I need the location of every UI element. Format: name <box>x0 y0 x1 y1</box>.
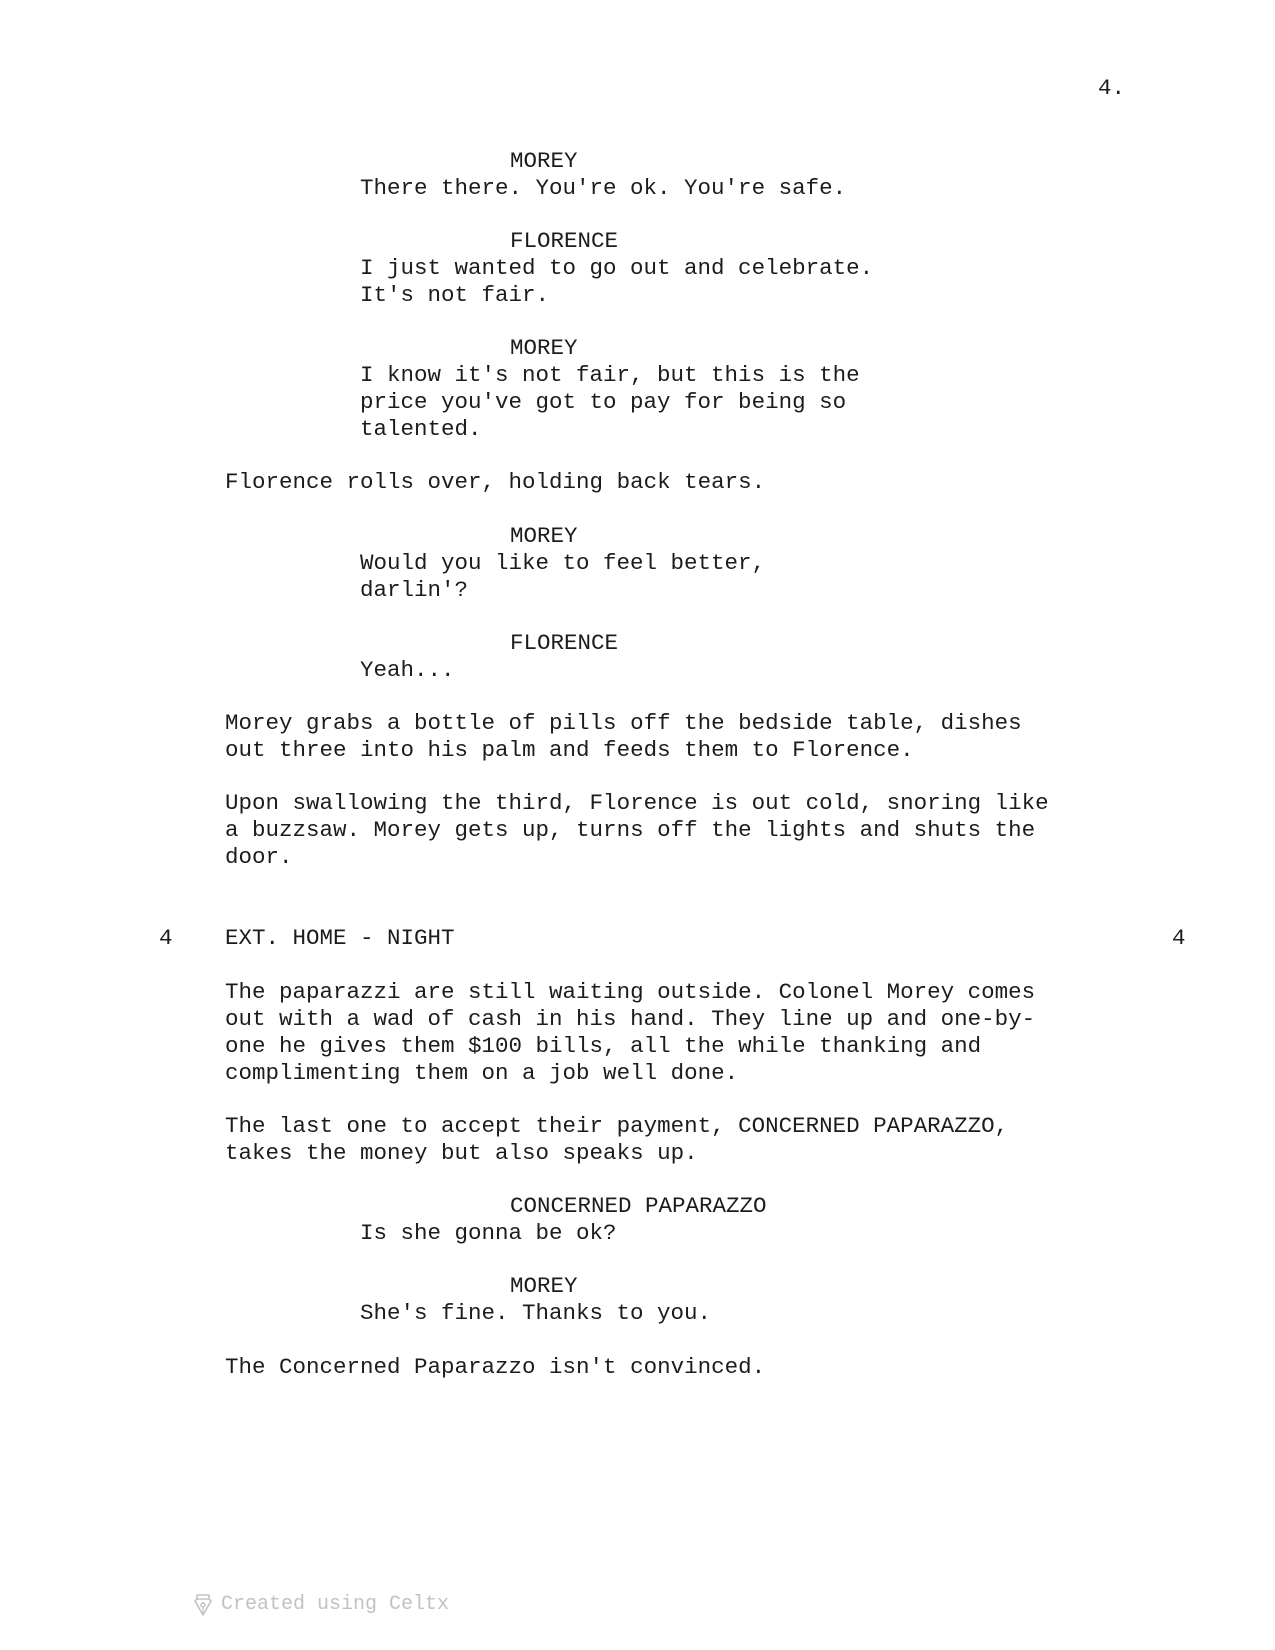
dialogue-line: darlin'? <box>360 577 469 603</box>
dialogue-line: Is she gonna be ok? <box>360 1220 617 1246</box>
dialogue <box>360 1300 711 1327</box>
dialogue <box>360 362 860 443</box>
action-line: out with a wad of cash in his hand. They line up and one-by- <box>225 1006 1036 1032</box>
action-paragraph <box>225 1354 765 1381</box>
dialogue-line: There there. You're ok. You're safe. <box>360 175 847 201</box>
action-paragraph <box>225 469 765 496</box>
dialogue <box>360 175 846 202</box>
scene-heading: EXT. HOME - NIGHT <box>225 925 455 951</box>
character-name: CONCERNED PAPARAZZO <box>510 1193 767 1219</box>
dialogue <box>360 657 455 684</box>
scene-number-left: 4 <box>159 925 173 951</box>
scene-number-right: 4 <box>1172 925 1186 951</box>
character-name: MOREY <box>510 1273 578 1299</box>
action-line: takes the money but also speaks up. <box>225 1140 698 1166</box>
dialogue-line: I know it's not fair, but this is the <box>360 362 860 388</box>
watermark-text: Created using Celtx <box>221 1593 450 1616</box>
dialogue-line: Would you like to feel better, <box>360 550 766 576</box>
dialogue-line: price you've got to pay for being so <box>360 389 847 415</box>
character-name: MOREY <box>510 523 578 549</box>
character-name: MOREY <box>510 148 578 174</box>
action-line: Morey grabs a bottle of pills off the bedside table, dishes <box>225 710 1022 736</box>
dialogue <box>360 1220 617 1247</box>
dialogue <box>360 550 765 604</box>
dialogue-line: It's not fair. <box>360 282 550 308</box>
action-line: one he gives them $100 bills, all the while thanking and <box>225 1033 982 1059</box>
dialogue-line: I just wanted to go out and celebrate. <box>360 255 874 281</box>
page-number: 4. <box>1098 75 1126 101</box>
action-paragraph <box>225 710 1022 764</box>
action-line: Upon swallowing the third, Florence is out cold, snoring like <box>225 790 1049 816</box>
character-name: MOREY <box>510 335 578 361</box>
action-line: complimenting them on a job well done. <box>225 1060 739 1086</box>
action-line: The paparazzi are still waiting outside. Colonel Morey comes <box>225 979 1036 1005</box>
action-line: The last one to accept their payment, CONCERNED PAPARAZZO, <box>225 1113 1009 1139</box>
dialogue-line: She's fine. Thanks to you. <box>360 1300 712 1326</box>
action-line: The Concerned Paparazzo isn't convinced. <box>225 1354 766 1380</box>
celtx-pen-icon <box>193 1592 213 1618</box>
action-paragraph <box>225 1113 1008 1167</box>
character-name: FLORENCE <box>510 228 619 254</box>
action-line: a buzzsaw. Morey gets up, turns off the lights and shuts the <box>225 817 1036 843</box>
dialogue-line: talented. <box>360 416 482 442</box>
dialogue <box>360 255 873 309</box>
dialogue-line: Yeah... <box>360 657 455 683</box>
action-paragraph <box>225 790 1049 871</box>
action-line: door. <box>225 844 293 870</box>
action-paragraph <box>225 979 1035 1087</box>
character-name: FLORENCE <box>510 630 619 656</box>
action-line: out three into his palm and feeds them to Florence. <box>225 737 914 763</box>
celtx-watermark <box>193 1591 449 1618</box>
action-line: Florence rolls over, holding back tears. <box>225 469 766 495</box>
